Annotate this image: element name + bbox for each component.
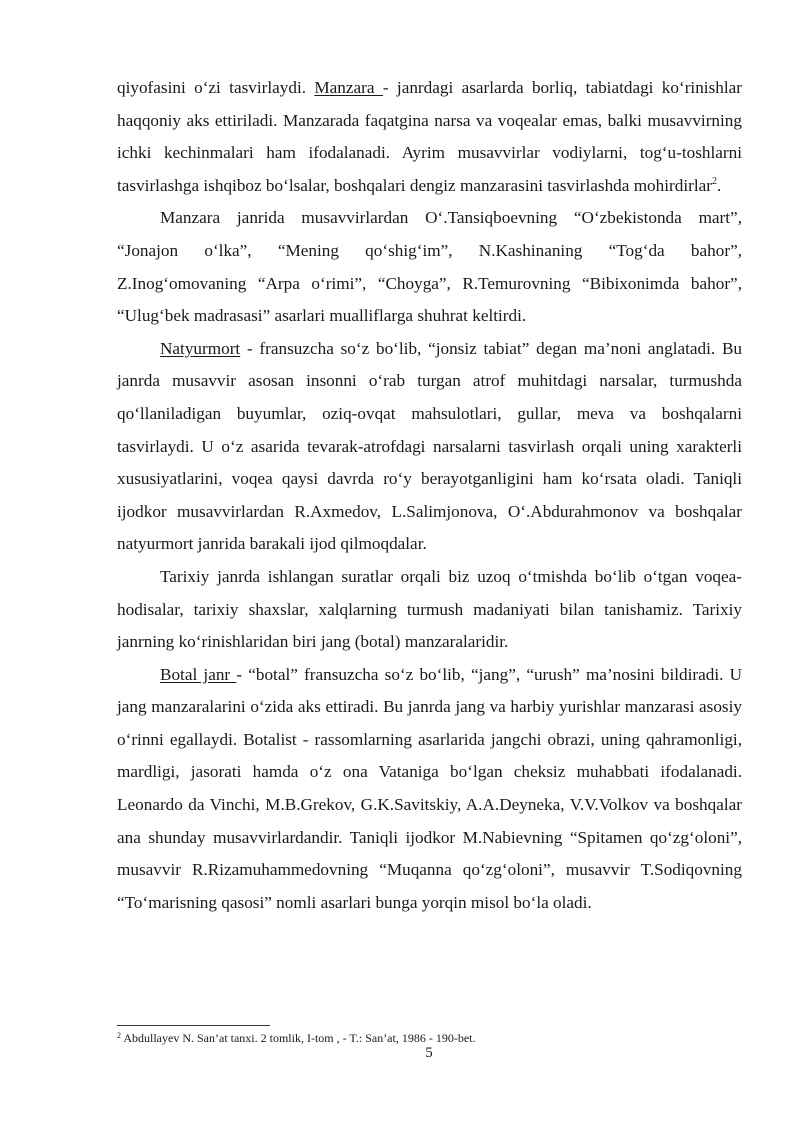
footnote-text: Abdullayev N. San’at tanxi. 2 tomlik, I-tom , - T.: San’at, 1986 - 190-bet. <box>121 1031 476 1045</box>
paragraph-text: - fransuzcha so‘z bo‘lib, “jonsiz tabiat” degan ma’noni anglatadi. Bu janrda musavvir asosan insonni o‘rab turgan atrof muhitdagi narsalar, turmushda qo‘llaniladigan buyumlar, oziq-ovqat mahsulotlari, gullar, meva va boshqalarni tasvirlaydi. U o‘z asarida tevarak-atrofdagi narsalarni tasvirlash orqali uning xarakterli xususiyatlarini, voqea qaysi davrda ro‘y berayotganligini ham ko‘rsata oladi. Taniqli ijodkor musavvirlardan R.Axmedov, L.Salimjonova, O‘.Abdurahmonov va boshqalar natyurmort janrida barakali ijod qilmoqdalar. <box>117 338 742 554</box>
footnote-reference[interactable]: 2 <box>711 175 717 187</box>
paragraph-text: - “botal” fransuzcha so‘z bo‘lib, “jang”, “urush” ma’nosini bildiradi. U jang manzaralarini o‘zida aks ettiradi. Bu janrda jang va harbiy yurishlar manzarasi asosiy o‘rinni egallaydi. Botalist - rassomlarning asarlarida jangchi obrazi, uning qahramonligi, mardligi, jasorati hamda o‘z ona Vataniga bo‘lgan cheksiz muhabbati ifodalanadi. Leonardo da Vinchi, M.B.Grekov, G.K.Savitskiy, A.A.Deyneka, V.V.Volkov va boshqalar ana shunday musavvirlardandir. Taniqli ijodkor M.Nabievning “Spitamen qo‘zg‘oloni”, musavvir R.Rizamuhammedovning “Muqanna qo‘zg‘oloni”, musavvir T.Sodiqovning “To‘marisning qasosi” nomli asarlari bunga yorqin misol bo‘la oladi. <box>117 664 742 912</box>
paragraph-end: . <box>716 175 722 195</box>
paragraph-text: - janrdagi asarlarda borliq, tabiatdagi ko‘rinishlar haqqoniy aks ettiriladi. Manzarada faqatgina narsa va voqealar emas, balki musavvirning ichki kechinmalari ham ifodalanadi. Ayrim musavvirlar vodiylarni, tog‘u-toshlarni tasvirlashga ishqiboz bo‘lsalar, boshqalari dengiz manzarasini tasvirlashda mohirdirlar <box>117 78 742 195</box>
paragraph-manzara-artists: Manzara janrida musavvirlardan O‘.Tansiqboevning “O‘zbekistonda mart”, “Jonajon o‘lka”, “Mening qo‘shig‘im”, N.Kashinaning “Tog‘da bahor”, Z.Inog‘omovaning “Arpa o‘rimi”, “Choyga”, R.Temurovning “Bibixonimda bahor”, “Ulug‘bek madrasasi” asarlari mualliflarga shuhrat keltirdi. <box>117 208 742 326</box>
term-manzara: Manzara <box>314 78 383 97</box>
term-botal-janr: Botal janr <box>160 664 237 684</box>
paragraph-manzara <box>117 72 742 202</box>
paragraph-natyurmort <box>117 333 742 561</box>
paragraph-botal <box>117 659 742 920</box>
footnote-number: 2 <box>117 1031 121 1040</box>
paragraph-text: qiyofasini o‘zi tasvirlaydi. <box>117 78 315 97</box>
term-natyurmort: Natyurmort <box>160 338 241 358</box>
page-body <box>117 72 742 919</box>
paragraph-tarixiy: Tarixiy janrda ishlangan suratlar orqali biz uzoq o‘tmishda bo‘lib o‘tgan voqea-hodisalar, tarixiy shaxslar, xalqlarning turmush madaniyati bilan tanishamiz. Tarixiy janrning ko‘rinishlaridan biri jang (botal) manzaralaridir. <box>117 566 742 652</box>
footnote-separator <box>117 1025 270 1026</box>
page-number: 5 <box>425 1045 433 1061</box>
